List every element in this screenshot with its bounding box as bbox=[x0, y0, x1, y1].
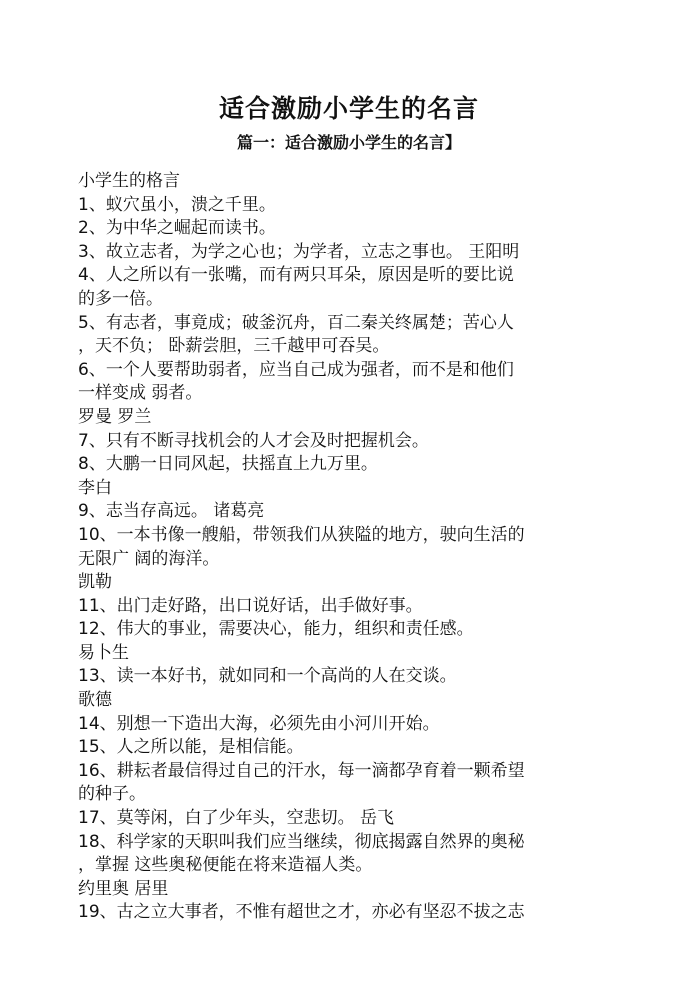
text-line: 5、有志者，事竟成；破釜沉舟，百二秦关终属楚；苦心人 bbox=[78, 312, 514, 333]
text-line: 16、耕耘者最信得过自己的汗水，每一滴都孕育着一颗希望 bbox=[78, 760, 525, 781]
quote-list bbox=[78, 170, 620, 925]
text-line: 14、别想一下造出大海，必须先由小河川开始。 bbox=[78, 713, 440, 734]
text-line: 19、古之立大事者，不惟有超世之才，亦必有坚忍不拔之志 bbox=[78, 902, 525, 923]
text-line: 小学生的格言 bbox=[78, 171, 180, 191]
text-line: 易卜生 bbox=[78, 642, 129, 663]
text-line: 10、一本书像一艘船，带领我们从狭隘的地方，驶向生活的 bbox=[78, 524, 525, 545]
text-line: 李白 bbox=[78, 477, 112, 498]
text-line: 17、莫等闲，白了少年头，空悲切。 岳飞 bbox=[78, 808, 395, 829]
text-line: 一样变成 弱者。 bbox=[78, 383, 203, 404]
text-line: 15、人之所以能，是相信能。 bbox=[78, 737, 304, 758]
text-line: 18、科学家的天职叫我们应当继续，彻底揭露自然界的奥秘 bbox=[78, 831, 525, 852]
text-line: 2、为中华之崛起而读书。 bbox=[78, 218, 276, 239]
text-line: 1、蚁穴虽小，溃之千里。 bbox=[78, 194, 276, 215]
text-line: 无限广 阔的海洋。 bbox=[78, 548, 220, 569]
text-line: 3、故立志者，为学之心也；为学者，立志之事也。 王阳明 bbox=[78, 241, 520, 262]
text-line: 的多一倍。 bbox=[78, 288, 163, 309]
text-line: 11、出门走好路，出口说好话，出手做好事。 bbox=[78, 595, 423, 616]
text-line: 歌德 bbox=[78, 690, 112, 711]
text-line: ，天不负； 卧薪尝胆，三千越甲可吞吴。 bbox=[78, 336, 390, 357]
text-line: 8、大鹏一日同风起，扶摇直上九万里。 bbox=[78, 454, 378, 475]
text-line: 9、志当存高远。 诸葛亮 bbox=[78, 501, 265, 522]
text-line: 凯勒 bbox=[78, 572, 112, 593]
document-subtitle: 篇一：适合激励小学生的名言】 bbox=[236, 133, 461, 152]
document-title: 适合激励小学生的名言 bbox=[218, 94, 479, 123]
text-line: 13、读一本好书，就如同和一个高尚的人在交谈。 bbox=[78, 666, 457, 687]
text-line: 12、伟大的事业，需要决心，能力，组织和责任感。 bbox=[78, 619, 474, 640]
text-line: 罗曼 罗兰 bbox=[78, 406, 152, 427]
text-line: ，掌握 这些奥秘便能在将来造福人类。 bbox=[78, 855, 373, 876]
text-line: 4、人之所以有一张嘴，而有两只耳朵，原因是听的要比说 bbox=[78, 265, 514, 286]
text-line: 约里奥 居里 bbox=[78, 878, 169, 899]
text-line: 的种子。 bbox=[78, 784, 146, 805]
text-line: 6、一个人要帮助弱者，应当自己成为强者，而不是和他们 bbox=[78, 359, 514, 380]
text-line: 7、只有不断寻找机会的人才会及时把握机会。 bbox=[78, 430, 429, 451]
